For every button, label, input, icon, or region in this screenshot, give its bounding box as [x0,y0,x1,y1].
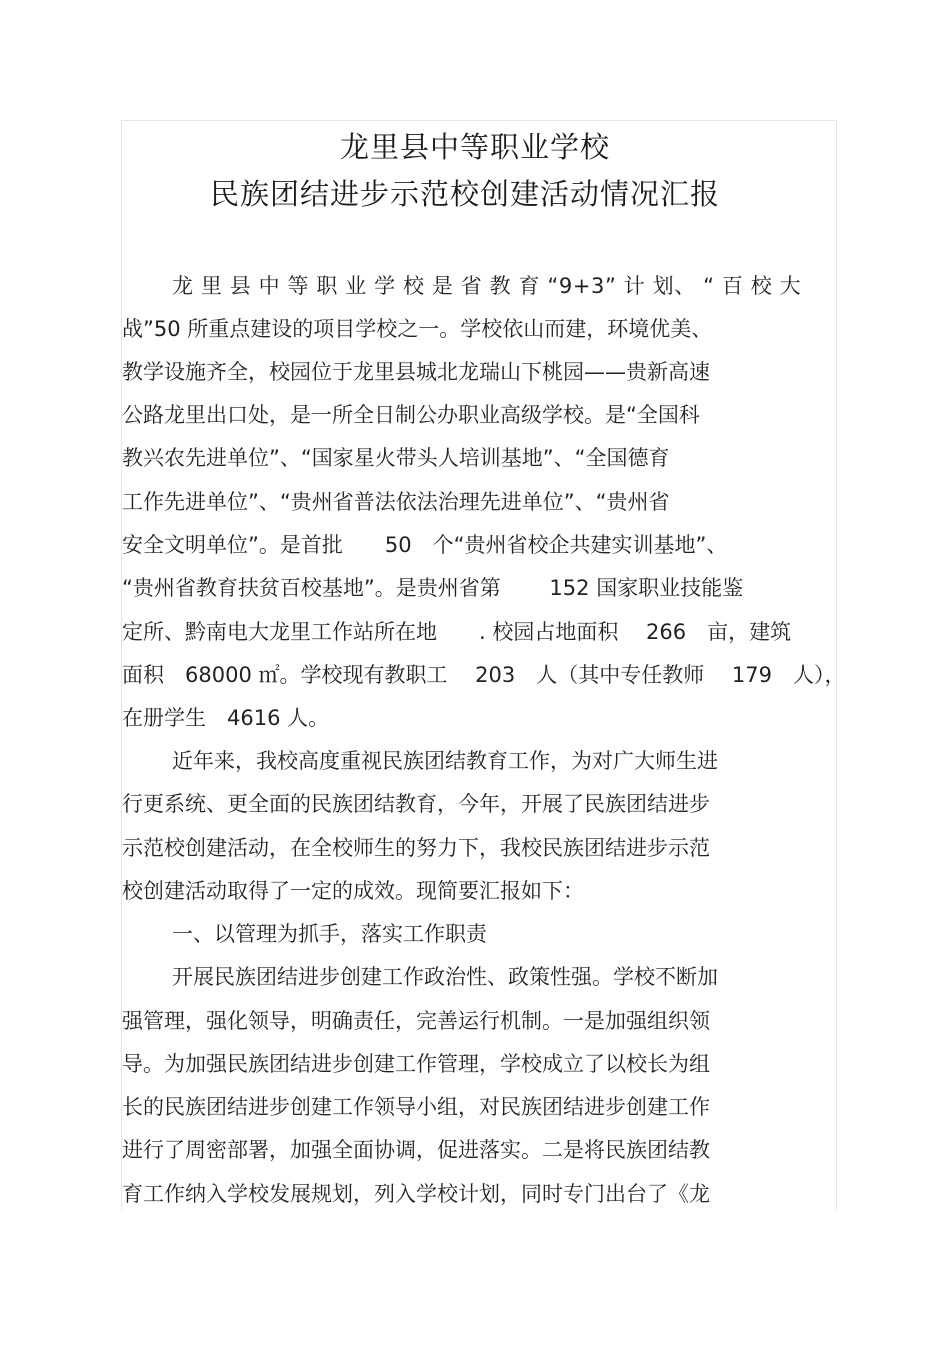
body-text-line: 示范校创建活动，在全校师生的努力下，我校民族团结进步示范 [122,836,710,860]
section-heading: 一、以管理为抓手，落实工作职责 [172,922,487,946]
body-text-line: 校创建活动取得了一定的成效。现简要汇报如下： [122,879,584,903]
body-text-line: 工作先进单位”、“贵州省普法依法治理先进单位”、“贵州省 [122,490,670,514]
body-text-line: 龙 里 县 中 等 职 业 学 校 是 省 教 育 “9+3” 计 划、 “ 百 校 大 [172,274,802,298]
body-text-line: 强管理，强化领导，明确责任，完善运行机制。一是加强组织领 [122,1009,710,1033]
body-text-line: 近年来，我校高度重视民族团结教育工作，为对广大师生进 [172,749,718,773]
body-text-line: 公路龙里出口处，是一所全日制公办职业高级学校。是“全国科 [122,403,700,427]
body-text-line: 开展民族团结进步创建工作政治性、政策性强。学校不断加 [172,965,718,989]
body-text-line: 安全文明单位”。是首批 50 个“贵州省校企共建实训基地”、 [122,533,728,557]
body-text-line: 在册学生 4616 人。 [122,706,330,730]
body-text-line: 长的民族团结进步创建工作领导小组，对民族团结进步创建工作 [122,1095,710,1119]
body-text-line: 导。为加强民族团结进步创建工作管理，学校成立了以校长为组 [122,1052,710,1076]
body-text-line: 面积 68000 ㎡。学校现有教职工 203 人（其中专任教师 179 人）， [122,663,846,687]
body-text-line: 进行了周密部署，加强全面协调，促进落实。二是将民族团结教 [122,1138,710,1162]
body-text-line: 行更系统、更全面的民族团结教育，今年，开展了民族团结进步 [122,792,710,816]
body-text-line: 教学设施齐全，校园位于龙里县城北龙瑞山下桃园——贵新高速 [122,360,710,384]
document-title: 龙里县中等职业学校 [339,130,610,164]
document-subtitle: 民族团结进步示范校创建活动情况汇报 [209,177,720,211]
body-text-line: 教兴农先进单位”、“国家星火带头人培训基地”、“全国德育 [122,446,670,470]
body-text-line: 育工作纳入学校发展规划，列入学校计划，同时专门出台了《龙 [122,1182,710,1206]
body-text-line: 战”50 所重点建设的项目学校之一。学校依山而建，环境优美、 [122,317,713,341]
body-text-line: 定所、黔南电大龙里工作站所在地 . 校园占地面积 266 亩，建筑 [122,620,792,644]
body-text-line: “贵州省教育扶贫百校基地”。是贵州省第 152 国家职业技能鉴 [122,576,744,600]
